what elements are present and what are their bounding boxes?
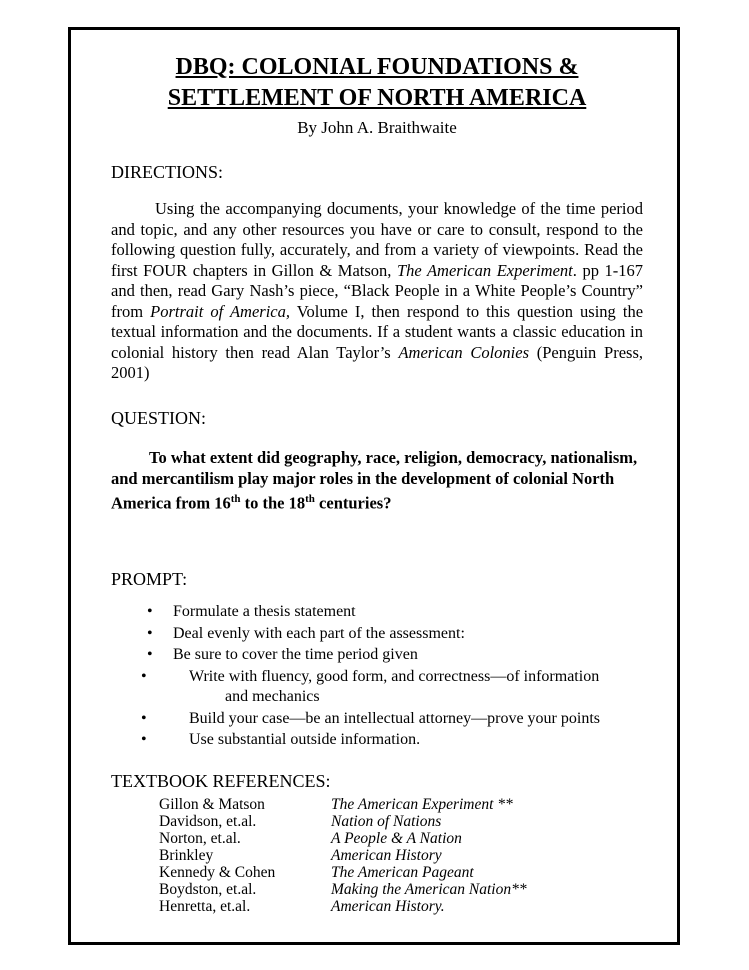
list-item-label: Deal evenly with each part of the assessment: <box>173 624 465 642</box>
table-row <box>159 813 527 830</box>
question-sup-2: th <box>305 492 315 505</box>
directions-heading: DIRECTIONS: <box>111 162 223 182</box>
list-item-label: Formulate a thesis statement <box>173 603 356 620</box>
list-item <box>111 624 643 645</box>
directions-paragraph <box>111 199 643 384</box>
table-row <box>159 864 527 881</box>
bullet-icon: • <box>147 646 153 663</box>
directions-text-4: (Penguin Press, 2001) <box>111 342 643 382</box>
reference-author: Boydston, et.al. <box>159 880 257 898</box>
reference-work: Making the American Nation** <box>331 880 527 898</box>
directions-text-3: Volume I, then respond to this question using the textual information and the documents. If a student wants a classic education in colonial history then read Alan Taylor’s <box>111 301 644 362</box>
list-item <box>111 730 643 751</box>
page-title-line-1: DBQ: COLONIAL FOUNDATIONS & <box>175 54 579 80</box>
reference-author: Henretta, et.al. <box>159 897 251 915</box>
reference-work: The American Pageant <box>331 863 474 881</box>
question-paragraph <box>111 447 643 514</box>
bullet-icon: • <box>141 731 147 748</box>
document-content <box>111 52 643 915</box>
prompt-list <box>111 602 643 751</box>
byline: By John A. Braithwaite <box>297 118 457 137</box>
list-item-label: Be sure to cover the time period given <box>173 646 418 663</box>
bullet-icon: • <box>141 709 147 727</box>
list-item-label: Write with fluency, good form, and correctness—of information <box>189 667 600 685</box>
directions-italic-3: American Colonies <box>398 342 529 362</box>
list-item <box>111 645 643 666</box>
list-item <box>111 602 643 623</box>
prompt-heading: PROMPT: <box>111 569 188 589</box>
reference-work: American History. <box>331 897 445 915</box>
references-table <box>159 796 527 915</box>
reference-author: Davidson, et.al. <box>159 812 257 830</box>
page-title-line-2: SETTLEMENT OF NORTH AMERICA <box>167 85 587 111</box>
reference-author: Brinkley <box>159 846 214 864</box>
list-item-label: Use substantial outside information. <box>189 731 421 748</box>
directions-italic-1: The American Experiment <box>396 260 573 280</box>
table-row <box>159 830 527 847</box>
list-item <box>111 709 643 730</box>
question-text-2: to the 18 <box>240 493 306 512</box>
question-text-3: centuries? <box>314 493 392 512</box>
list-item <box>111 667 643 708</box>
directions-italic-2: Portrait of America, <box>150 301 290 321</box>
question-heading: QUESTION: <box>111 407 206 428</box>
table-row <box>159 847 527 864</box>
reference-author: Kennedy & Cohen <box>159 863 276 881</box>
reference-work: The American Experiment ** <box>331 795 513 813</box>
reference-work: A People & A Nation <box>331 829 462 847</box>
table-row <box>159 796 527 813</box>
list-item-label: Build your case—be an intellectual attorney—prove your points <box>189 709 600 727</box>
bullet-icon: • <box>141 667 147 685</box>
references-heading: TEXTBOOK REFERENCES: <box>111 770 331 791</box>
directions-text-1: Using the accompanying documents, your knowledge of the time period and topic, and any other resources you have or care to consult, respond to the following question fully, accurately, and from a variety of viewpoints. Read the first FOUR chapters in Gillon & Matson, <box>111 199 643 280</box>
page-border-frame <box>68 27 680 945</box>
reference-work: Nation of Nations <box>331 812 442 830</box>
question-text-1: To what extent did geography, race, religion, democracy, nationalism, and mercantilism play major roles in the development of colonial North America from 16 <box>111 447 638 512</box>
question-sup-1: th <box>230 492 241 505</box>
reference-work: American History <box>331 846 442 864</box>
bullet-icon: • <box>147 603 153 620</box>
reference-author: Gillon & Matson <box>159 795 265 813</box>
table-row <box>159 881 527 898</box>
table-row <box>159 898 527 915</box>
reference-author: Norton, et.al. <box>159 829 241 847</box>
bullet-icon: • <box>147 624 153 642</box>
list-item-sub-label: and mechanics <box>225 688 320 705</box>
directions-text-2: . pp 1-167 and then, read Gary Nash’s piece, “Black People in a White People’s Country” from <box>111 260 643 321</box>
page-title <box>111 52 643 114</box>
